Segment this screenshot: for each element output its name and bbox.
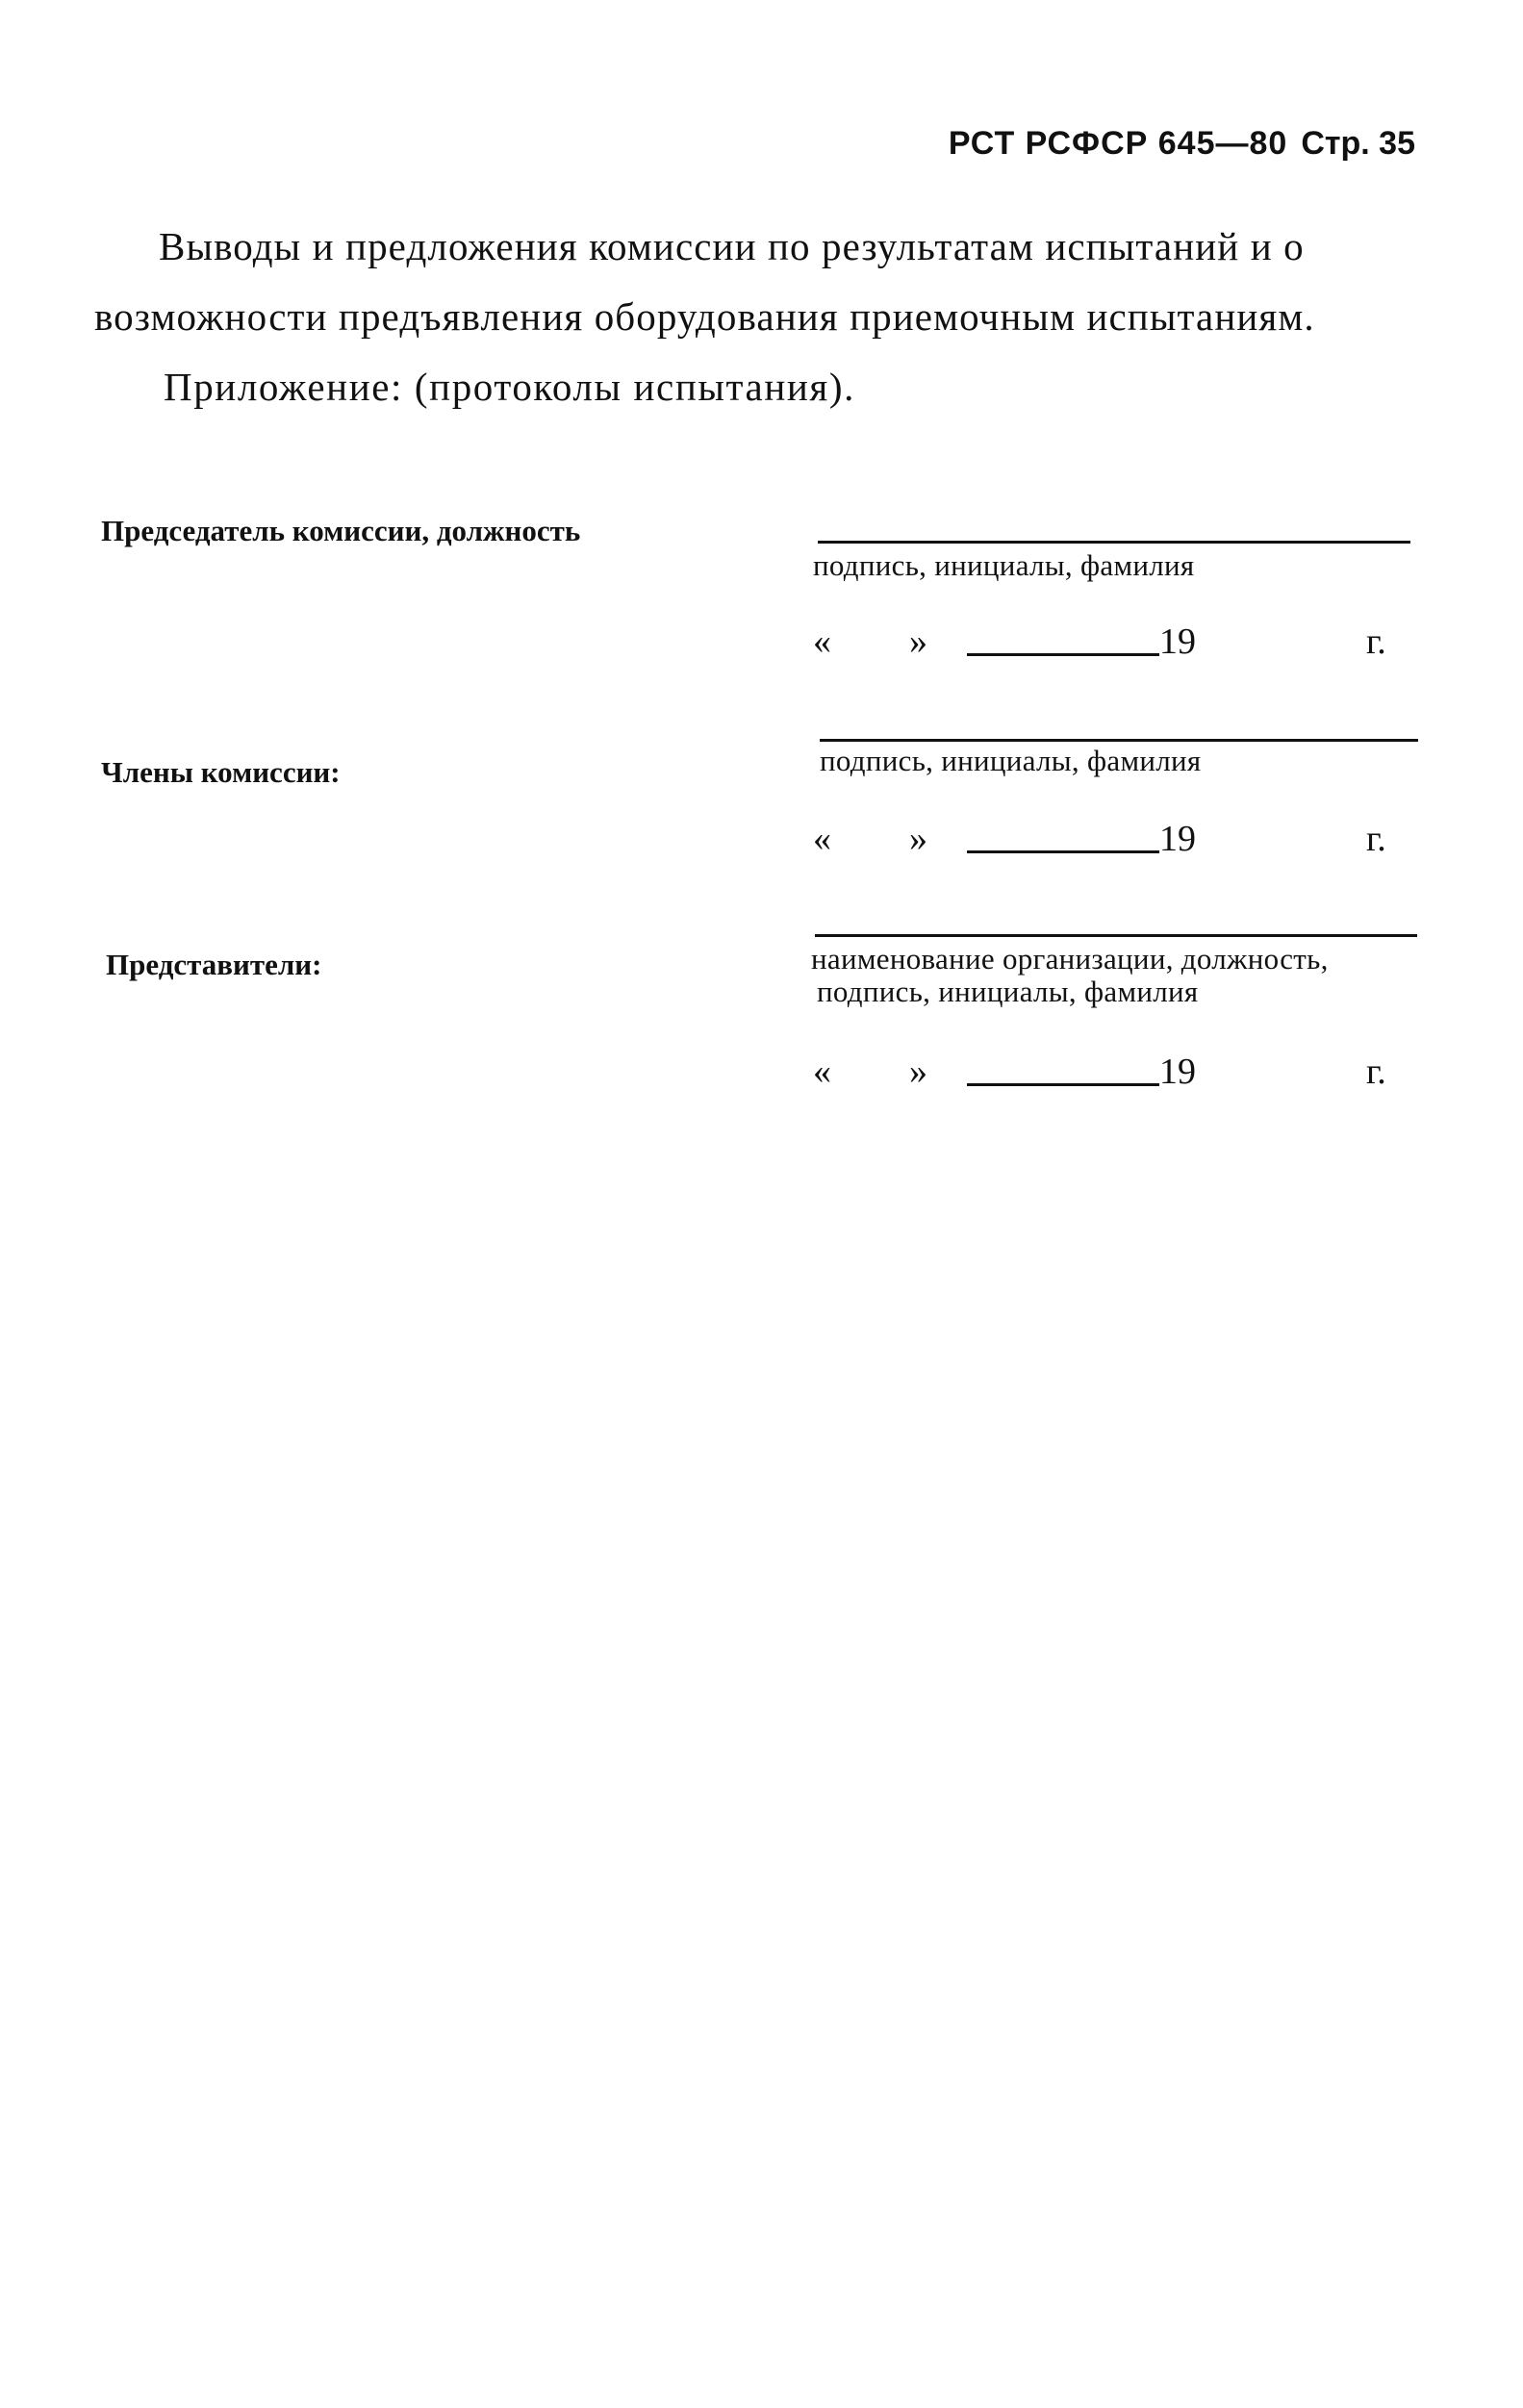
open-quote: « [813,819,831,859]
conclusions-line-2: возможности предъявления оборудования приемочным испытаниям. [94,294,1315,339]
appendix-line: Приложение: (протоколы испытания). [164,365,855,409]
signature-caption-members: подпись, инициалы, фамилия [820,744,1202,777]
close-quote: » [909,1052,927,1092]
signature-line-members [820,739,1418,742]
conclusions-line-1: Выводы и предложения комиссии по результатам испытаний и о [159,224,1305,268]
year-suffix: г. [1366,819,1386,859]
role-members: Члены комиссии: [101,755,341,789]
signature-line-chairman [818,541,1410,544]
signature-caption-chairman: подпись, инициалы, фамилия [813,548,1195,582]
page-header [949,121,1415,164]
year-prefix: 19 [1159,819,1196,859]
year-prefix: 19 [1159,1052,1196,1092]
open-quote: « [813,621,831,662]
date-blank-line [967,850,1159,853]
signature-line-representatives [815,934,1417,937]
signature-caption-representatives-line-1: наименование организации, должность, [811,942,1329,976]
role-representatives: Представители: [106,948,322,981]
date-blank-line [967,653,1159,656]
date-blank-line [967,1083,1159,1086]
role-chairman: Председатель комиссии, должность [101,514,581,547]
open-quote: « [813,1052,831,1092]
year-suffix: г. [1366,621,1386,662]
signature-caption-representatives-line-2: подпись, инициалы, фамилия [817,975,1199,1008]
year-prefix: 19 [1159,621,1196,662]
close-quote: » [909,621,927,662]
close-quote: » [909,819,927,859]
standard-code: РСТ РСФСР 645—80 [948,125,1288,162]
year-suffix: г. [1366,1052,1386,1092]
page-number: Стр. 35 [1301,125,1415,162]
